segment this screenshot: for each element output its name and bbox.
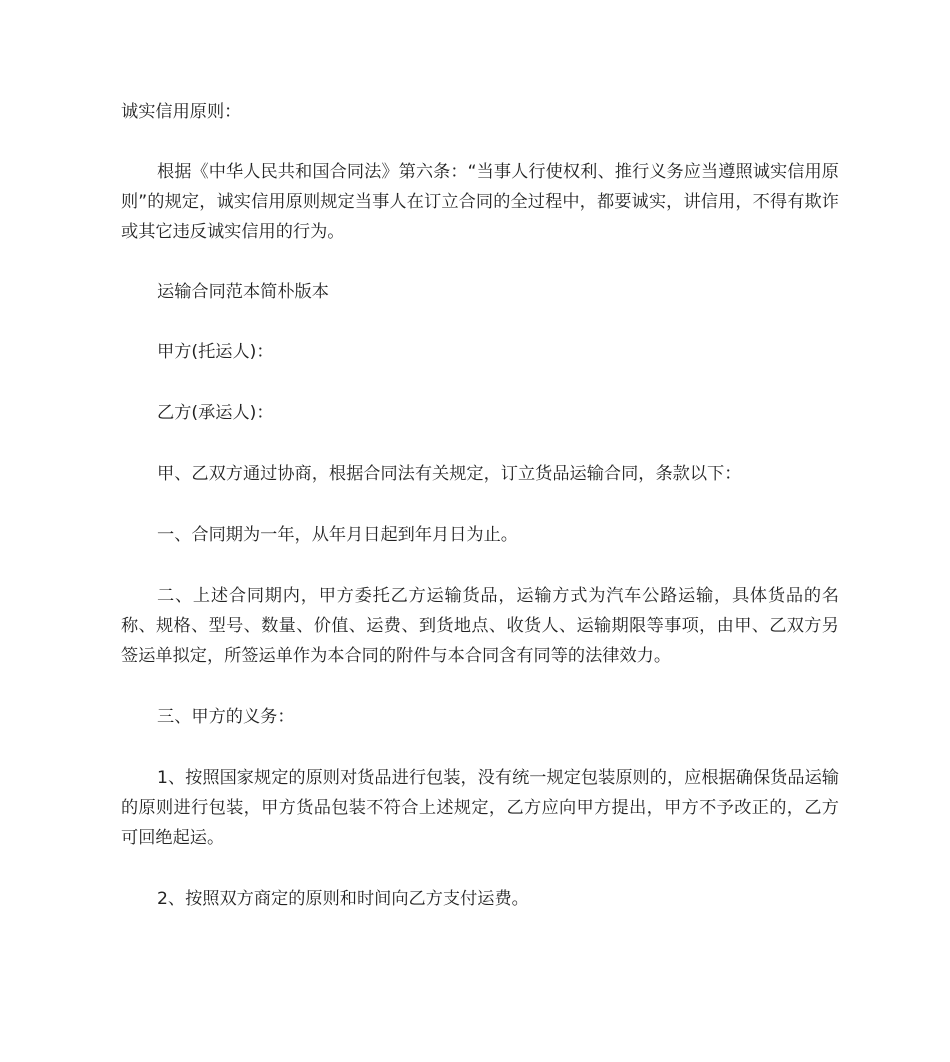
clause-2-scope: 二、上述合同期内，甲方委托乙方运输货品，运输方式为汽车公路运输，具体货品的名称、规格、型号、数量、价值、运费、到货地点、收货人、运输期限等事项，由甲、乙双方另签运单拟定，所签运单作为本合同的附件与本合同含有同等的法律效力。 bbox=[121, 586, 839, 666]
document-body bbox=[121, 97, 839, 914]
agreement-intro: 甲、乙双方通过协商，根据合同法有关规定，订立货品运输合同，条款以下： bbox=[157, 464, 742, 484]
clause-1-term: 一、合同期为一年，从年月日起到年月日为止。 bbox=[157, 525, 518, 545]
party-b-line: 乙方(承运人)： bbox=[157, 403, 274, 423]
clause-3-item-2: 2、按照双方商定的原则和时间向乙方支付运费。 bbox=[157, 889, 529, 909]
party-a-line: 甲方(托运人)： bbox=[157, 342, 274, 362]
contract-title: 运输合同范本简朴版本 bbox=[157, 282, 329, 302]
heading-good-faith: 诚实信用原则： bbox=[121, 102, 242, 122]
clause-3-heading: 三、甲方的义务： bbox=[157, 707, 295, 727]
paragraph-contract-law-article-6: 根据《中华人民共和国合同法》第六条：“当事人行使权利、推行义务应当遵照诚实信用原则”的规定，诚实信用原则规定当事人在订立合同的全过程中，都要诚实，讲信用，不得有欺诈或其它违反诚实信用的行为。 bbox=[121, 162, 839, 242]
clause-3-item-1: 1、按照国家规定的原则对货品进行包装，没有统一规定包装原则的，应根据确保货品运输的原则进行包装，甲方货品包装不符合上述规定，乙方应向甲方提出，甲方不予改正的，乙方可回绝起运。 bbox=[121, 768, 839, 848]
